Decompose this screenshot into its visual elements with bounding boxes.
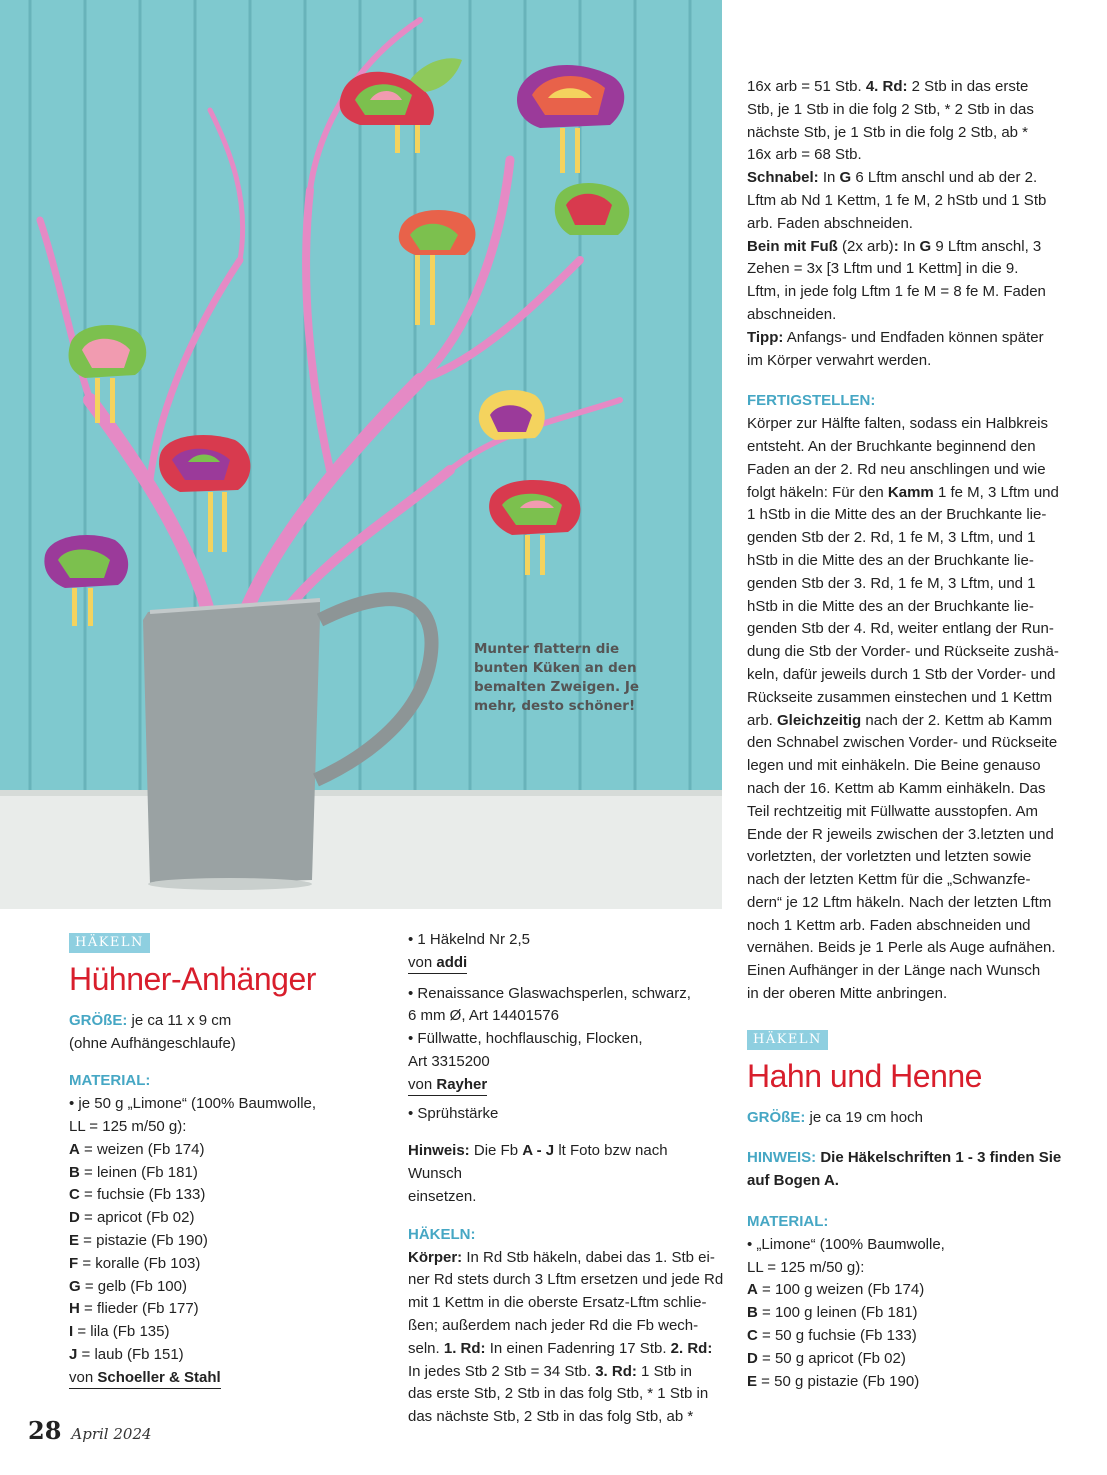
article-title: Hühner-Anhänger: [69, 960, 316, 997]
color2-item: B = 100 g leinen (Fb 181): [747, 1304, 918, 1322]
supplier-line: von Schoeller & Stahl: [69, 1367, 369, 1390]
leg-line: Bein mit Fuß (2x arb): In G 9 Lftm anschl, 3: [747, 237, 1042, 255]
color-item: A = weizen (Fb 174): [69, 1140, 205, 1158]
rd4-line: nächste Stb, je 1 Stb in die folg 2 Stb, ab *: [747, 123, 1029, 141]
body-line: Körper: In Rd Stb häkeln, dabei das 1. Stb ei-: [408, 1248, 715, 1266]
wadding-line: • Füllwatte, hochflauschig, Flocken,: [408, 1030, 643, 1048]
size-value: je ca 11 x 9 cm: [127, 1011, 232, 1029]
finish-line: entsteht. An der Bruchkante beginnend den: [747, 437, 1036, 455]
size-label: GRÖßE:: [69, 1011, 128, 1029]
finish-line: 1 hStb in die Mitte des an der Bruchkante lie-: [747, 506, 1047, 524]
starch-line: • Sprühstärke: [408, 1104, 499, 1122]
material-intro: • je 50 g „Limone“ (100% Baumwolle,: [69, 1095, 317, 1113]
finish-line: genden Stb der 2. Rd, 1 fe M, 3 Lftm, und 1: [747, 529, 1036, 547]
color2-item: C = 50 g fuchsie (Fb 133): [747, 1327, 917, 1345]
column-2: [408, 929, 724, 1429]
color-item: F = koralle (Fb 103): [69, 1254, 201, 1272]
article-title-2: Hahn und Henne: [747, 1057, 982, 1094]
finish-line: Faden an der 2. Rd neu anschlingen und wie: [747, 460, 1046, 478]
finish-line: hStb in die Mitte des an der Bruchkante lie-: [747, 551, 1034, 569]
beads-line: • Renaissance Glaswachsperlen, schwarz,: [408, 984, 691, 1002]
color-item: E = pistazie (Fb 190): [69, 1231, 208, 1249]
hint-line: Hinweis: Die Fb A - J lt Foto bzw nach Wunsch: [408, 1142, 668, 1183]
beads-line: 6 mm Ø, Art 14401576: [408, 1007, 559, 1025]
finish-line: genden Stb der 4. Rd, weiter entlang der Run-: [747, 620, 1054, 638]
color-item: I = lila (Fb 135): [69, 1323, 170, 1341]
finish-line: Teil rechtzeitig mit Füllwatte ausstopfen. Am: [747, 802, 1038, 820]
folio: [28, 1416, 152, 1445]
finish-line: keln, dafür jeweils durch 1 Stb der Vorder- und: [747, 665, 1056, 683]
crochet-label: HÄKELN:: [408, 1225, 476, 1243]
color2-item: D = 50 g apricot (Fb 02): [747, 1349, 906, 1367]
rd4-line: 16x arb = 51 Stb. 4. Rd: 2 Stb in das erste: [747, 78, 1029, 95]
hint2-line: HINWEIS: Die Häkelschriften 1 - 3 finden Sie: [747, 1149, 1062, 1167]
body-line: das nächste Stb, 2 Stb in das folg Stb, ab *: [408, 1408, 694, 1426]
finish-line: noch 1 Kettm arb. Faden abschneiden und: [747, 916, 1031, 934]
finish-line: Körper zur Hälfte falten, sodass ein Halbkreis: [747, 415, 1048, 433]
photo-illustration: [0, 0, 722, 909]
material-ll: LL = 125 m/50 g):: [69, 1117, 187, 1135]
finish-line: Einen Aufhänger in der Länge nach Wunsch: [747, 962, 1041, 980]
finish-line: dern“ je 12 Lftm häkeln. Nach der letzten Lftm: [747, 893, 1052, 911]
size2-line: GRÖßE: je ca 19 cm hoch: [747, 1108, 923, 1126]
material2-label: MATERIAL:: [747, 1213, 829, 1231]
color-item: C = fuchsie (Fb 133): [69, 1186, 206, 1204]
hint-line-2: einsetzen.: [408, 1187, 477, 1205]
rd4-line: 16x arb = 68 Stb.: [747, 146, 862, 164]
finish-line: dung die Stb der Vorder- und Rückseite zushä-: [747, 643, 1059, 661]
finish-line: folgt häkeln: Für den Kamm 1 fe M, 3 Lftm und: [747, 483, 1059, 501]
finish-line: vorletzten, der vorletzten und letzten sowie: [747, 848, 1032, 866]
issue-date: April 2024: [71, 1425, 152, 1443]
leg-line: abschneiden.: [747, 305, 837, 323]
color-item: G = gelb (Fb 100): [69, 1277, 187, 1295]
material-label: MATERIAL:: [69, 1072, 151, 1090]
leg-line: Zehen = 3x [3 Lftm und 1 Kettm] in die 9.: [747, 260, 1019, 278]
column-1: [69, 931, 369, 1390]
finish-line: arb. Gleichzeitig nach der 2. Kettm ab Kamm: [747, 711, 1053, 729]
color-item: B = leinen (Fb 181): [69, 1163, 198, 1181]
finish-line: legen und mit einhäkeln. Die Beine genauso: [747, 757, 1041, 775]
body-line: ßen; außerdem nach jeder Rd die Fb wech-: [408, 1316, 699, 1334]
body-line: In jedes Stb 2 Stb = 34 Stb. 3. Rd: 1 Stb in: [408, 1362, 692, 1380]
beak-line: Schnabel: In G 6 Lftm anschl und ab der 2.: [747, 169, 1038, 187]
color-item: J = laub (Fb 151): [69, 1345, 184, 1363]
hero-photo: [0, 0, 722, 909]
finish-line: den Schnabel zwischen Vorder- und Rückseite: [747, 734, 1058, 752]
color2-item: E = 50 g pistazie (Fb 190): [747, 1372, 920, 1390]
beak-line: Lftm ab Nd 1 Kettm, 1 fe M, 2 hStb und 1 Stb: [747, 191, 1047, 209]
section-tag-2: HÄKELN: [747, 1030, 828, 1050]
body-line: seln. 1. Rd: In einen Fadenring 17 Stb. 2. Rd:: [408, 1339, 713, 1357]
color2-item: A = 100 g weizen (Fb 174): [747, 1281, 925, 1299]
finish-line: nach der 16. Kettm ab Kamm einhäkeln. Das: [747, 779, 1046, 797]
wadding-brand-line: von Rayher: [408, 1074, 724, 1097]
size-note: (ohne Aufhängeschlaufe): [69, 1034, 236, 1052]
finish-label: FERTIGSTELLEN:: [747, 392, 876, 410]
material2-intro: • „Limone“ (100% Baumwolle,: [747, 1235, 945, 1253]
finish-line: vernähen. Beids je 1 Perle als Auge aufnähen.: [747, 939, 1056, 957]
rd4-line: Stb, je 1 Stb in die folg 2 Stb, * 2 Stb in das: [747, 100, 1034, 118]
supplier-name: Schoeller & Stahl: [97, 1368, 221, 1386]
wadding-line: Art 3315200: [408, 1052, 490, 1070]
page-number: 28: [28, 1416, 62, 1445]
tip-line: im Körper verwahrt werden.: [747, 351, 932, 369]
tip-line: Tipp: Anfangs- und Endfaden können später: [747, 328, 1044, 346]
finish-line: Ende der R jeweils zwischen der 3.letzten und: [747, 825, 1054, 843]
finish-line: in der oberen Mitte anbringen.: [747, 985, 948, 1003]
leg-line: Lftm, in jede folg Lftm 1 fe M = 8 fe M. Faden: [747, 283, 1046, 301]
column-3: [747, 76, 1065, 1393]
color-item: D = apricot (Fb 02): [69, 1209, 195, 1227]
finish-line: genden Stb der 3. Rd, 1 fe M, 3 Lftm, und 1: [747, 574, 1036, 592]
finish-line: nach der letzten Kettm für die „Schwanzfe-: [747, 871, 1031, 889]
beak-line: arb. Faden abschneiden.: [747, 214, 913, 232]
size-line: [69, 1010, 369, 1033]
photo-caption: Munter flattern die bunten Küken an den bemalten Zweigen. Je mehr, desto schöner!: [474, 641, 640, 714]
color-item: H = flieder (Fb 177): [69, 1300, 199, 1318]
hook-line: • 1 Häkelnd Nr 2,5: [408, 931, 530, 948]
body-line: mit 1 Kettm in die oberste Ersatz-Lftm schlie-: [408, 1294, 707, 1312]
hint2-line: auf Bogen A.: [747, 1172, 839, 1190]
finish-line: Rückseite zusammen einstechen und 1 Kettm: [747, 688, 1053, 706]
body-line: das erste Stb, 2 Stb in das folg Stb, * 1 Stb in: [408, 1385, 709, 1403]
finish-line: hStb in die Mitte des an der Bruchkante lie-: [747, 597, 1034, 615]
material2-ll: LL = 125 m/50 g):: [747, 1258, 865, 1276]
section-tag: HÄKELN: [69, 933, 150, 953]
hook-brand-line: von addi: [408, 952, 724, 975]
body-line: ner Rd stets durch 3 Lftm ersetzen und jede Rd: [408, 1271, 724, 1289]
